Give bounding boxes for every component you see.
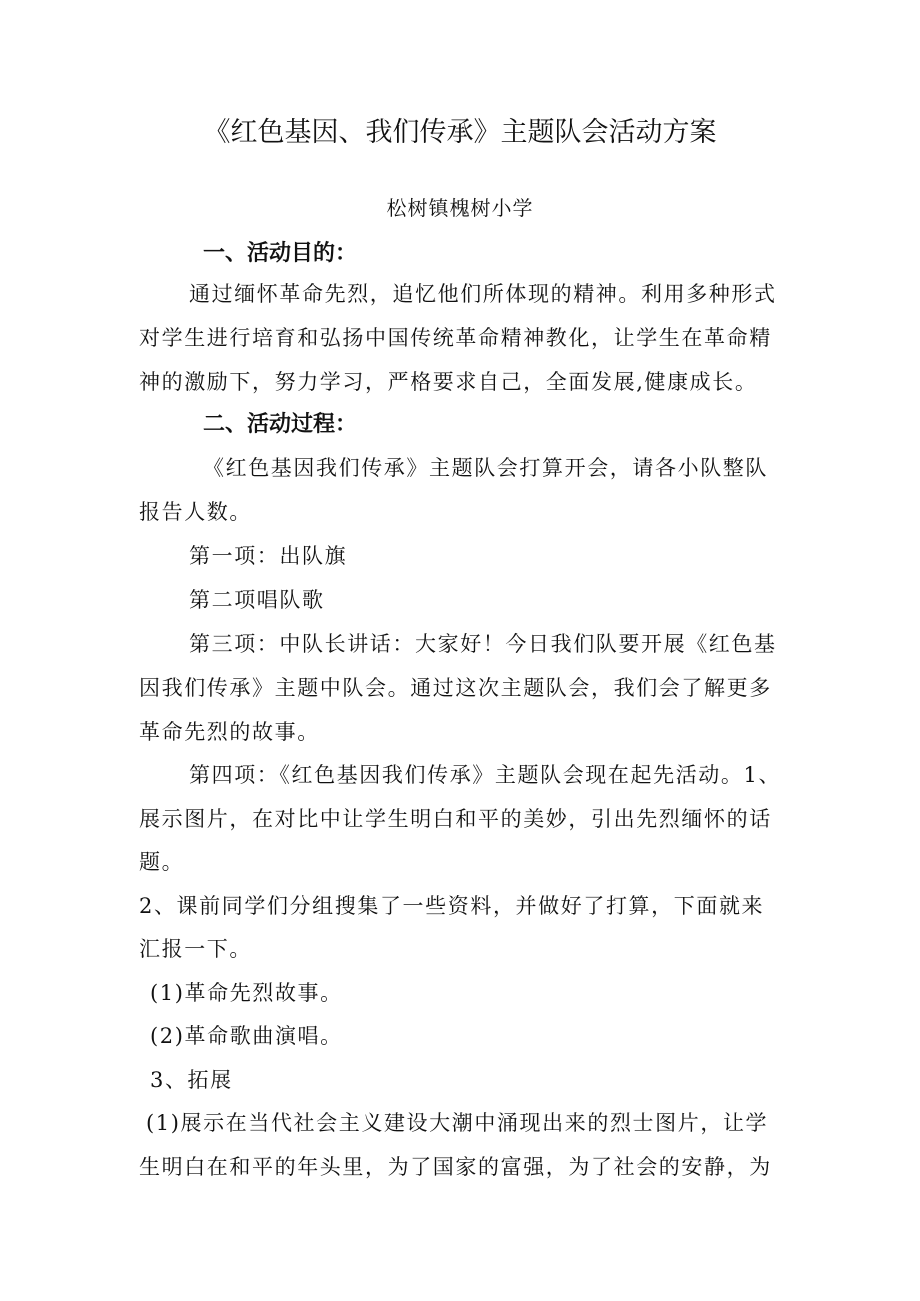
paragraph-line: 对学生进行培育和弘扬中国传统革命精神教化，让学生在革命精 [139, 326, 772, 350]
paragraph-line: 第三项：中队长讲话：大家好！今日我们队要开展《红色基 [189, 632, 777, 656]
list-item: (1)革命先烈故事。 [150, 981, 343, 1005]
school-name: 松树镇槐树小学 [386, 196, 534, 220]
paragraph-line: 革命先烈的故事。 [139, 720, 320, 744]
paragraph-line: 汇报一下。 [139, 937, 252, 961]
paragraph-line: 第二项唱队歌 [189, 588, 325, 612]
paragraph-line: 2、课前同学们分组搜集了一些资料，并做好了打算，下面就来 [139, 894, 765, 918]
paragraph-line: 神的激励下，努力学习，严格要求自己，全面发展,健康成长。 [139, 370, 758, 394]
list-item: 3、拓展 [150, 1068, 233, 1092]
section-heading-purpose: 一、活动目的： [203, 241, 358, 266]
paragraph-line: 通过缅怀革命先烈，追忆他们所体现的精神。利用多种形式 [189, 282, 777, 306]
paragraph-line: 第四项：《红色基因我们传承》主题队会现在起先活动。1、 [189, 763, 782, 787]
paragraph-line: 展示图片，在对比中让学生明白和平的美妙，引出先烈缅怀的话 [139, 807, 772, 831]
list-item: (2)革命歌曲演唱。 [150, 1024, 343, 1048]
paragraph-line: 《红色基因我们传承》主题队会打算开会，请各小队整队 [203, 456, 768, 480]
paragraph-line: 因我们传承》主题中队会。通过这次主题队会，我们会了解更多 [139, 676, 772, 700]
section-heading-process: 二、活动过程： [203, 412, 358, 437]
list-item: (1)展示在当代社会主义建设大潮中涌现出来的烈士图片，让学 [146, 1111, 769, 1135]
document-title: 《红色基因、我们传承》主题队会活动方案 [203, 117, 717, 148]
paragraph-line: 生明白在和平的年头里，为了国家的富强，为了社会的安静，为 [139, 1155, 772, 1179]
paragraph-line: 报告人数。 [139, 500, 252, 524]
paragraph-line: 第一项：出队旗 [189, 544, 348, 568]
paragraph-line: 题。 [139, 850, 185, 874]
